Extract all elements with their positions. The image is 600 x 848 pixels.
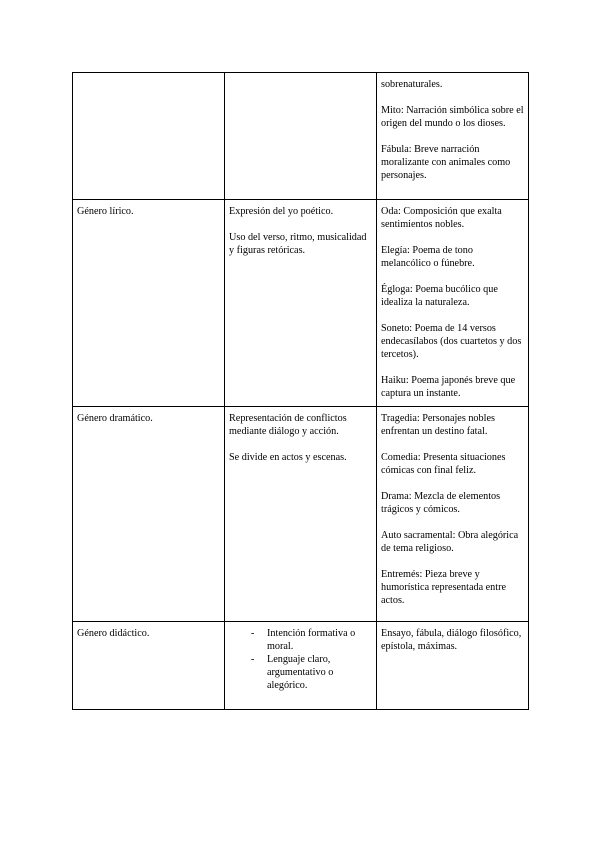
type-paragraph: Haiku: Poema japonés breve que captura un instante. xyxy=(381,375,516,399)
type-paragraph: Tragedia: Personajes nobles enfrentan un destino fatal. xyxy=(381,413,495,437)
type-paragraph: Ensayo, fábula, diálogo filosófico, epístola, máximas. xyxy=(381,628,522,652)
table-row xyxy=(73,407,529,622)
feature-paragraph: Representación de conflictos mediante diálogo y acción. xyxy=(229,413,347,437)
features-cell xyxy=(225,622,377,710)
feature-bullet-text: Lenguaje claro, argumentativo o alegórico. xyxy=(267,654,334,691)
list-item xyxy=(251,653,372,692)
features-cell xyxy=(225,407,377,622)
type-paragraph: Drama: Mezcla de elementos trágicos y cómicos. xyxy=(381,491,501,515)
genre-cell xyxy=(73,200,225,407)
types-cell xyxy=(377,200,529,407)
genre-name: Género dramático. xyxy=(77,413,153,424)
type-paragraph: Mito: Narración simbólica sobre el origen del mundo o los dioses. xyxy=(381,105,524,129)
feature-paragraph: Uso del verso, ritmo, musicalidad y figuras retóricas. xyxy=(229,232,367,256)
types-cell xyxy=(377,622,529,710)
type-paragraph: Auto sacramental: Obra alegórica de tema religioso. xyxy=(381,530,519,554)
type-paragraph: sobrenaturales. xyxy=(381,79,443,90)
genre-name: Género didáctico. xyxy=(77,628,150,639)
features-cell xyxy=(225,73,377,200)
feature-paragraph: Expresión del yo poético. xyxy=(229,206,334,217)
feature-bullet-text: Intención formativa o moral. xyxy=(267,628,356,652)
type-paragraph: Oda: Composición que exalta sentimientos nobles. xyxy=(381,206,502,230)
types-cell xyxy=(377,73,529,200)
genre-cell xyxy=(73,73,225,200)
feature-paragraph: Se divide en actos y escenas. xyxy=(229,452,347,463)
types-cell xyxy=(377,407,529,622)
features-cell xyxy=(225,200,377,407)
table-row xyxy=(73,200,529,407)
type-paragraph: Soneto: Poema de 14 versos endecasílabos (dos cuartetos y dos tercetos). xyxy=(381,323,522,360)
list-item xyxy=(251,627,372,653)
genre-cell xyxy=(73,407,225,622)
genre-name: Género lírico. xyxy=(77,206,134,217)
type-paragraph: Entremés: Pieza breve y humorística representada entre actos. xyxy=(381,569,507,606)
table-row xyxy=(73,73,529,200)
bullet-marker: - xyxy=(251,654,255,665)
type-paragraph: Fábula: Breve narración moralizante con animales como personajes. xyxy=(381,144,511,181)
feature-bullet-list xyxy=(229,627,372,692)
type-paragraph: Elegía: Poema de tono melancólico o fúnebre. xyxy=(381,245,475,269)
literary-genres-table xyxy=(72,72,529,710)
table-row xyxy=(73,622,529,710)
type-paragraph: Égloga: Poema bucólico que idealiza la naturaleza. xyxy=(381,284,498,308)
genre-cell xyxy=(73,622,225,710)
type-paragraph: Comedia: Presenta situaciones cómicas con final feliz. xyxy=(381,452,506,476)
bullet-marker: - xyxy=(251,628,255,639)
